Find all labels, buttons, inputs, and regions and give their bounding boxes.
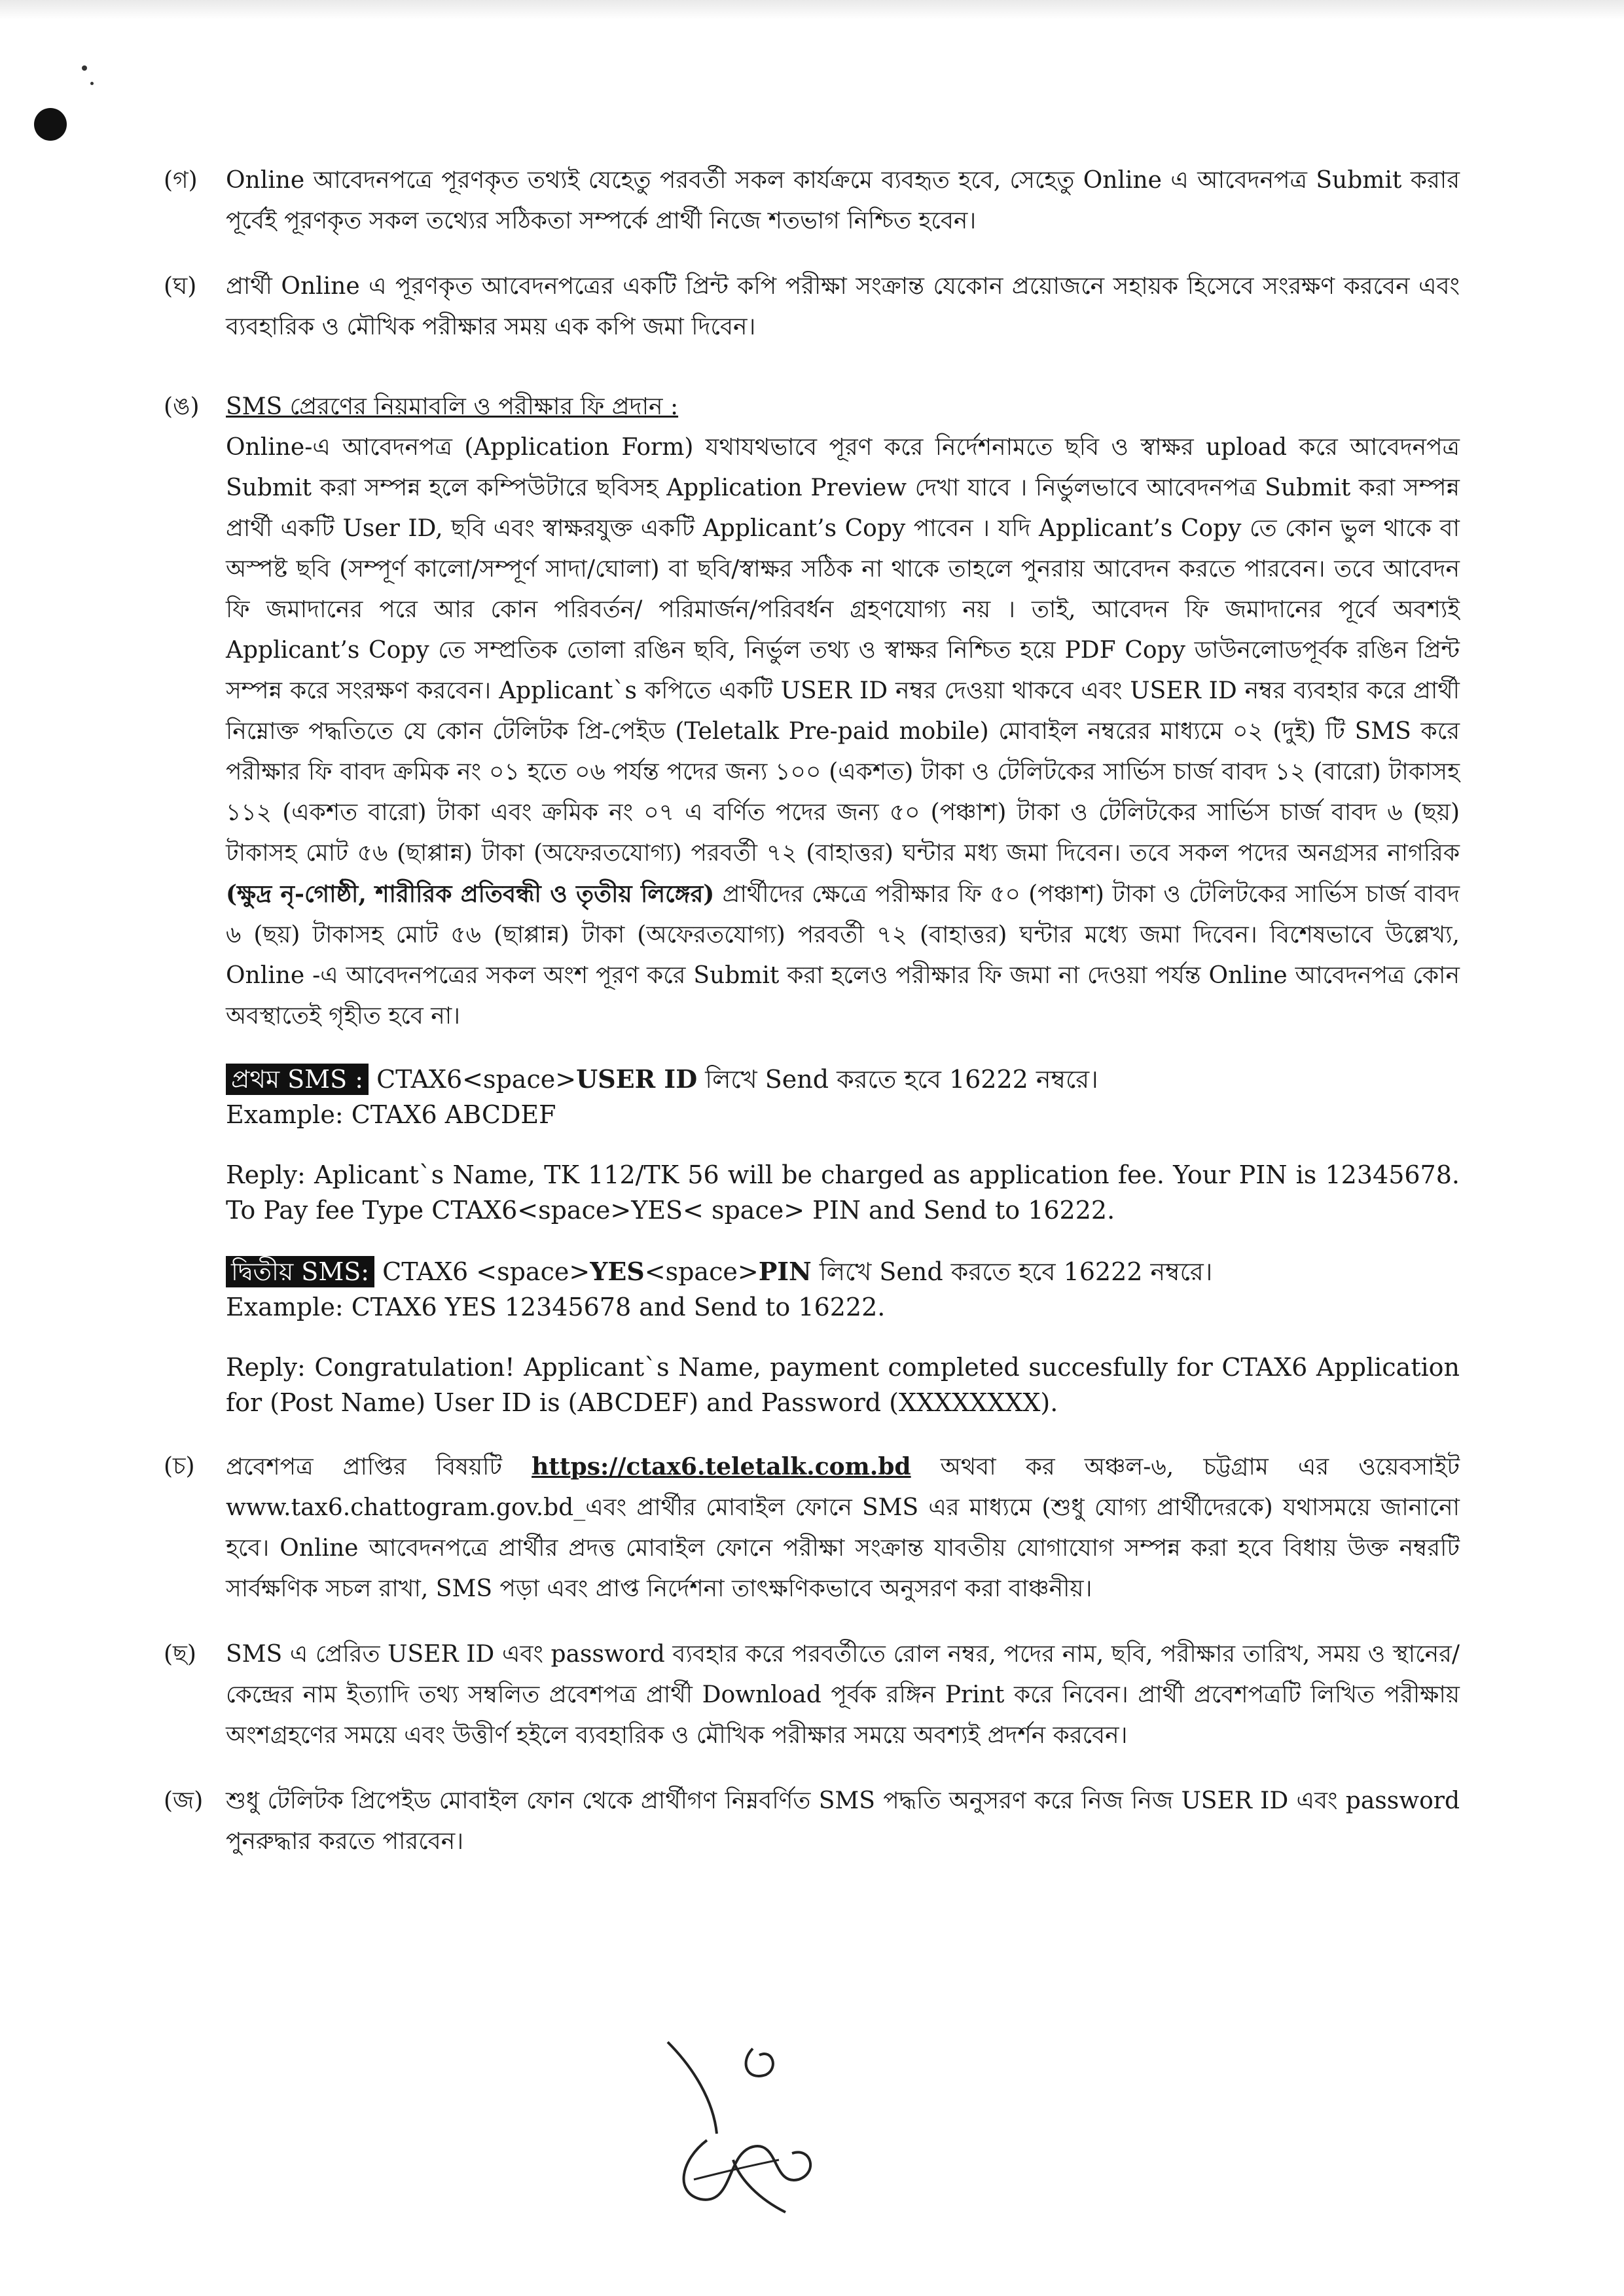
first-sms-line	[226, 1062, 1460, 1097]
handwritten-signature	[655, 2029, 851, 2225]
paragraph-marker: (ছ)	[164, 1641, 196, 1668]
first-sms-label: প্রথম SMS :	[226, 1064, 369, 1095]
ink-speck	[82, 65, 87, 71]
scan-top-edge	[0, 0, 1624, 20]
ink-speck	[90, 82, 94, 85]
sms-code: CTAX6 <space>	[382, 1257, 590, 1286]
paragraph-umo	[164, 387, 1460, 1037]
paragraph-gha	[164, 266, 1460, 348]
sms-instruction: লিখে Send করতে হবে 16222 নম্বরে।	[705, 1065, 1098, 1094]
paragraph-text: প্রার্থী Online এ পূরণকৃত আবেদনপত্রের একটি প্রিন্ট কপি পরীক্ষা সংক্রান্ত যেকোন প্রয়োজনে সহায়ক হিসেবে সংরক্ষণ করবেন এবং ব্যবহারিক ও মৌখিক পরীক্ষার সময় এক কপি জমা দিবেন।	[226, 273, 1460, 340]
second-sms-reply: Reply: Congratulation! Applicant`s Name, payment completed succesfully for CTAX6 Application for (Post Name) User ID is (ABCDEF) and Password (XXXXXXXX).	[226, 1353, 1460, 1417]
sms-code: <space>	[644, 1257, 759, 1286]
sms-code-bold: PIN	[758, 1257, 812, 1286]
sms-example: Example: CTAX6 ABCDEF	[226, 1100, 556, 1129]
sms-code: CTAX6<space>	[376, 1065, 577, 1094]
fee-rules-text: Online-এ আবেদনপত্র (Application Form) যথাযথভাবে পূরণ করে নির্দেশনামতে ছবি ও স্বাক্ষর upload করে আবেদনপত্র Submit করা সম্পন্ন হলে কম্পিউটারে ছবিসহ Application Preview দেখা যাবে । নির্ভুলভাবে আবেদনপত্র Submit করা সম্পন্ন প্রার্থী একটি User ID, ছবি এবং স্বাক্ষরযুক্ত একটি Applicant’s Copy পাবেন । যদি Applicant’s Copy তে কোন ভুল থাকে বা অস্পষ্ট ছবি (সম্পূর্ণ কালো/সম্পূর্ণ সাদা/ঘোলা) বা ছবি/স্বাক্ষর সঠিক না থাকে তাহলে পুনরায় আবেদন করতে পারবেন। তবে আবেদন ফি জমাদানের পরে আর কোন পরিবর্তন/ পরিমার্জন/পরিবর্ধন গ্রহণযোগ্য নয় । তাই, আবেদন ফি জমাদানের পূর্বে অবশ্যই Applicant’s Copy তে সম্প্রতিক তোলা রঙিন ছবি, নির্ভুল তথ্য ও স্বাক্ষর নিশ্চিত হয়ে PDF Copy ডাউনলোডপূর্বক রঙিন প্রিন্ট সম্পন্ন করে সংরক্ষণ করবেন। Applicant`s কপিতে একটি USER ID নম্বর দেওয়া থাকবে এবং USER ID নম্বর ব্যবহার করে প্রার্থী নিম্নোক্ত পদ্ধতিতে যে কোন টেলিটক প্রি-পেইড (Teletalk Pre-paid mobile) মোবাইল নম্বরের মাধ্যমে ০২ (দুই) টি SMS করে পরীক্ষার ফি বাবদ ক্রমিক নং ০১ হতে ০৬ পর্যন্ত পদের জন্য ১০০ (একশত) টাকা ও টেলিটকের সার্ভিস চার্জ বাবদ ১২ (বারো) টাকাসহ ১১২ (একশত বারো) টাকা এবং ক্রমিক নং ০৭ এ বর্ণিত পদের জন্য ৫০ (পঞ্চাশ) টাকা ও টেলিটকের সার্ভিস চার্জ বাবদ ৬ (ছয়) টাকাসহ মোট ৫৬ (ছাপ্পান্ন) টাকা (অফেরতযোগ্য) পরবর্তী ৭২ (বাহাত্তর) ঘন্টার মধ্য জমা দিবেন। তবে সকল পদের অনগ্রসর নাগরিক	[226, 434, 1460, 867]
teletalk-url-link[interactable]: https://ctax6.teletalk.com.bd	[532, 1453, 911, 1480]
paragraph-marker: (ঙ)	[164, 393, 200, 420]
admit-card-text-cont: অথবা কর অঞ্চল-৬, চট্টগ্রাম এর ওয়েবসাইট www.tax6.chattogram.gov.bd_এবং প্রার্থীর মোবাইল ফোনে SMS এর মাধ্যমে (শুধু যোগ্য প্রার্থীদেরকে) যথাসময়ে জানানো হবে। Online আবেদনপত্রে প্রার্থীর প্রদত্ত মোবাইল ফোনে পরীক্ষা সংক্রান্ত যাবতীয় যোগাযোগ সম্পন্ন করা হবে বিধায় উক্ত নম্বরটি সার্বক্ষণিক সচল রাখা, SMS পড়া এবং প্রাপ্ত নির্দেশনা তাৎক্ষণিকভাবে অনুসরণ করা বাঞ্চনীয়।	[226, 1454, 1460, 1602]
admit-card-text: প্রবেশপত্র প্রাপ্তির বিষয়টি	[226, 1454, 503, 1480]
paragraph-ja	[164, 1781, 1460, 1862]
fee-rules-text-cont: প্রার্থীদের ক্ষেত্রে পরীক্ষার ফি ৫০ (পঞ্চাশ) টাকা ও টেলিটকের সার্ভিস চার্জ বাবদ ৬ (ছয়) টাকাসহ মোট ৫৬ (ছাপ্পান্ন) টাকা (অফেরতযোগ্য) পরবর্তী ৭২ (বাহাত্তর) ঘন্টার মধ্যে জমা দিবেন। বিশেষভাবে উল্লেখ্য, Online -এ আবেদনপত্রের সকল অংশ পূরণ করে Submit করা হলেও পরীক্ষার ফি জমা না দেওয়া পর্যন্ত Online আবেদনপত্র কোন অবস্থাতেই গৃহীত হবে না।	[226, 881, 1460, 1030]
document-body	[164, 160, 1460, 1887]
sms-instruction: লিখে Send করতে হবে 16222 নম্বরে।	[819, 1257, 1213, 1286]
first-sms-block	[164, 1062, 1460, 1132]
paragraph-marker: (ঘ)	[164, 273, 197, 300]
second-sms-block	[164, 1254, 1460, 1325]
sms-code-bold: USER ID	[576, 1064, 698, 1094]
sms-example: Example: CTAX6 YES 12345678 and Send to 16222.	[226, 1293, 886, 1321]
paragraph-text: SMS এ প্রেরিত USER ID এবং password ব্যবহার করে পরবর্তীতে রোল নম্বর, পদের নাম, ছবি, পরীক্ষার তারিখ, সময় ও স্থানের/কেন্দ্রের নাম ইত্যাদি তথ্য সম্বলিত প্রবেশপত্র প্রার্থী Download পূর্বক রঙ্গিন Print করে নিবেন। প্রার্থী প্রবেশপত্রটি লিখিত পরীক্ষায় অংশগ্রহণের সময়ে এবং উত্তীর্ণ হইলে ব্যবহারিক ও মৌখিক পরীক্ষার সময়ে অবশ্যই প্রদর্শন করবেন।	[226, 1641, 1460, 1749]
paragraph-text: Online আবেদনপত্রে পূরণকৃত তথ্যই যেহেতু পরবর্তী সকল কার্যক্রমে ব্যবহৃত হবে, সেহেতু Online এ আবেদনপত্র Submit করার পূর্বেই পূরণকৃত সকল তথ্যের সঠিকতা সম্পর্কে প্রার্থী নিজে শতভাগ নিশ্চিত হবেন।	[226, 167, 1460, 234]
paragraph-text	[226, 1446, 1460, 1609]
paragraph-cha	[164, 1446, 1460, 1609]
paragraph-marker: (জ)	[164, 1787, 204, 1814]
backward-citizens-note: (ক্ষুদ্র নৃ-গোষ্ঠী, শারীরিক প্রতিবন্ধী ও তৃতীয় লিঙ্গের)	[226, 880, 715, 908]
section-heading: SMS প্রেরণের নিয়মাবলি ও পরীক্ষার ফি প্রদান :	[226, 393, 679, 420]
paragraph-marker: (চ)	[164, 1453, 195, 1480]
sms-code-bold: YES	[590, 1257, 645, 1286]
paragraph-ga	[164, 160, 1460, 242]
second-sms-label: দ্বিতীয় SMS:	[226, 1256, 374, 1287]
paragraph-text: শুধু টেলিটক প্রিপেইড মোবাইল ফোন থেকে প্রার্থীগণ নিম্নবর্ণিত SMS পদ্ধতি অনুসরণ করে নিজ নিজ USER ID এবং password পুনরুদ্ধার করতে পারবেন।	[226, 1787, 1460, 1855]
paragraph-marker: (গ)	[164, 167, 198, 194]
first-sms-reply: Reply: Aplicant`s Name, TK 112/TK 56 will be charged as application fee. Your PIN is 12345678. To Pay fee Type CTAX6<space>YES< space> PIN and Send to 16222.	[226, 1160, 1460, 1225]
paragraph-text	[226, 427, 1460, 1037]
second-sms-line	[226, 1254, 1460, 1289]
ink-dot	[34, 108, 67, 141]
paragraph-chha	[164, 1634, 1460, 1756]
